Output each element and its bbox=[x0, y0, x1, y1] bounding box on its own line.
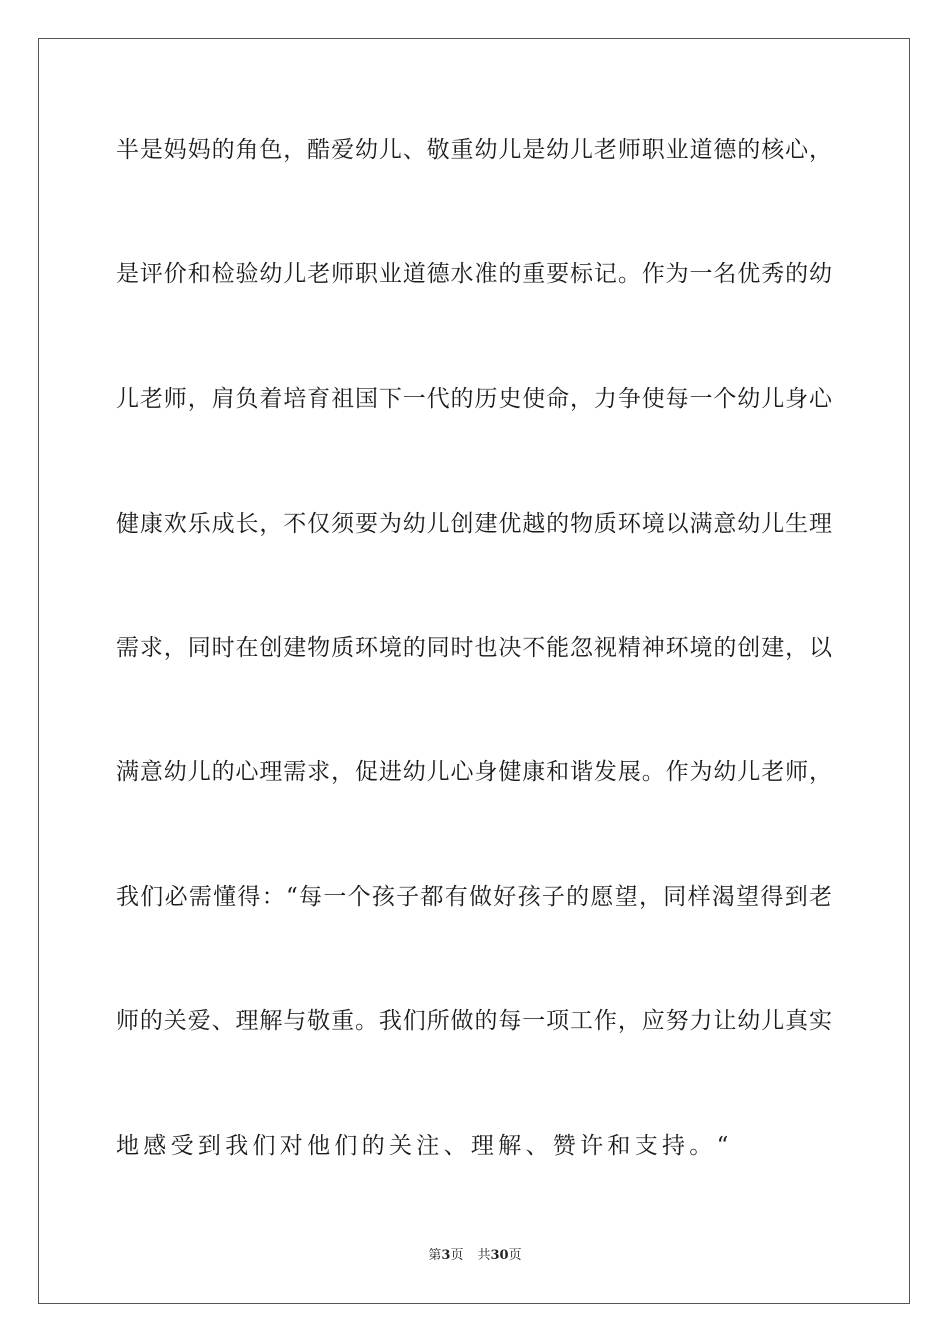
page-border bbox=[38, 38, 910, 1304]
text-line: 健康欢乐成长，不仅须要为幼儿创建优越的物质环境以满意幼儿生理 bbox=[116, 511, 832, 537]
page-number: 3 bbox=[441, 1248, 451, 1263]
text-line: 我们必需懂得：“每一个孩子都有做好孩子的愿望，同样渴望得到老 bbox=[116, 884, 832, 910]
text-line: 半是妈妈的角色，酷爱幼儿、敬重幼儿是幼儿老师职业道德的核心， bbox=[116, 137, 832, 163]
text-line: 是评价和检验幼儿老师职业道德水准的重要标记。作为一名优秀的幼 bbox=[116, 261, 832, 287]
text-line: 儿老师，肩负着培育祖国下一代的历史使命，力争使每一个幼儿身心 bbox=[116, 386, 832, 412]
page-footer bbox=[0, 1247, 950, 1265]
page-suffix: 页 bbox=[450, 1248, 464, 1263]
page-prefix: 第 bbox=[428, 1248, 442, 1263]
total-prefix: 共 bbox=[477, 1248, 491, 1263]
total-pages: 30 bbox=[490, 1248, 509, 1263]
text-line: 需求，同时在创建物质环境的同时也决不能忽视精神环境的创建，以 bbox=[116, 635, 832, 661]
text-line: 满意幼儿的心理需求，促进幼儿心身健康和谐发展。作为幼儿老师， bbox=[116, 759, 832, 785]
text-line: 师的关爱、理解与敬重。我们所做的每一项工作，应努力让幼儿真实 bbox=[116, 1008, 832, 1034]
text-line: 地感受到我们对他们的关注、理解、赞许和支持。“ bbox=[116, 1133, 733, 1159]
total-suffix: 页 bbox=[508, 1248, 522, 1263]
